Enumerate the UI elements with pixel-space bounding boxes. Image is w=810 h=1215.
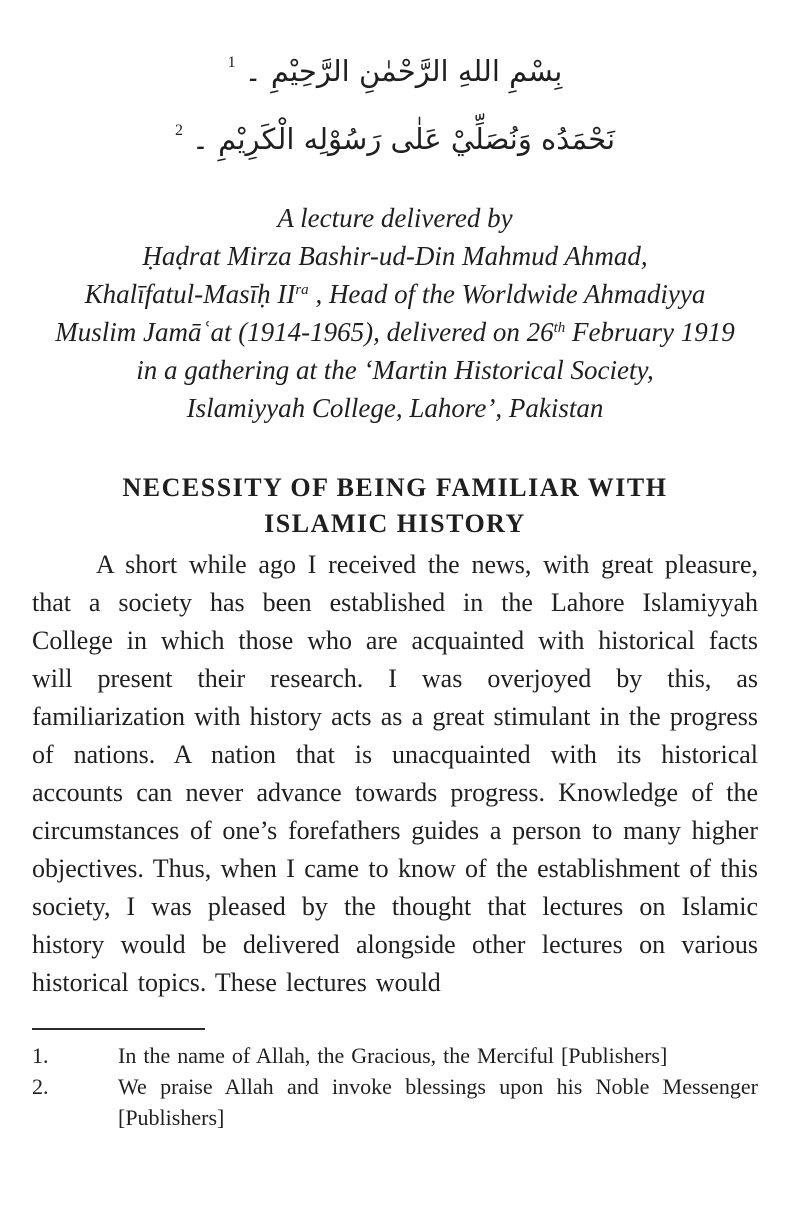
footnote-ref-1: 1 bbox=[227, 54, 236, 71]
bismillah-arabic-text-2: نَحْمَدُه وَنُصَلِّيْ عَلٰى رَسُوْلِه الْكَرِيْمِ ۔ bbox=[191, 122, 616, 156]
attribution-th-superscript: th bbox=[553, 320, 566, 336]
bismillah-line-2 bbox=[32, 108, 758, 176]
section-heading bbox=[32, 470, 758, 542]
section-heading-line-2: ISLAMIC HISTORY bbox=[264, 509, 526, 538]
footnote-text-1: In the name of Allah, the Gracious, the Merciful [Publishers] bbox=[118, 1043, 668, 1068]
attribution-line-3-post: , Head of the Worldwide Ahmadiyya bbox=[308, 279, 706, 309]
attribution-line-2: Ḥaḍrat Mirza Bashir-ud-Din Mahmud Ahmad, bbox=[142, 241, 648, 271]
lecture-attribution bbox=[32, 199, 758, 427]
footnote-divider bbox=[32, 1028, 205, 1030]
attribution-line-5: in a gathering at the ‘Martin Historical Society, bbox=[136, 355, 654, 385]
footnotes-section bbox=[32, 1040, 758, 1133]
footnote-text-2: We praise Allah and invoke blessings upon his Noble Messenger [Publishers] bbox=[118, 1074, 758, 1130]
footnote-number-2: 2. bbox=[32, 1074, 49, 1099]
footnote-item-2 bbox=[32, 1071, 758, 1133]
bismillah-line-1 bbox=[32, 40, 758, 108]
attribution-line-1: A lecture delivered by bbox=[277, 203, 513, 233]
footnote-number-1: 1. bbox=[32, 1043, 49, 1068]
attribution-line-4-pre: Muslim Jamāʿat (1914-1965), delivered on 26 bbox=[55, 317, 554, 347]
bismillah-arabic-text-1: بِسْمِ اللهِ الرَّحْمٰنِ الرَّحِيْمِ ۔ bbox=[244, 54, 563, 88]
body-paragraph: A short while ago I received the news, with great pleasure, that a society has been established in the Lahore Islamiyyah College in which those who are acquainted with historical facts will present their research. I was overjoyed by this, as familiarization with history acts as a great stimulant in the progress of nations. A nation that is unacquainted with its historical accounts can never advance towards progress. Knowledge of the circumstances of one’s forefathers guides a person to many higher objectives. Thus, when I came to know of the establishment of this society, I was pleased by the thought that lectures on Islamic history would be delivered alongside other lectures on various historical topics. These lectures would bbox=[32, 550, 758, 997]
attribution-line-4 bbox=[32, 313, 758, 351]
footnote-ref-2: 2 bbox=[174, 122, 183, 139]
attribution-line-3 bbox=[32, 275, 758, 313]
footnote-item-1 bbox=[32, 1040, 758, 1071]
bismillah-block bbox=[32, 40, 758, 176]
attribution-line-4-post: February 1919 bbox=[565, 317, 735, 347]
attribution-ra-superscript: ra bbox=[295, 282, 309, 298]
section-heading-line-1: NECESSITY OF BEING FAMILIAR WITH bbox=[122, 473, 668, 502]
attribution-line-6: Islamiyyah College, Lahore’, Pakistan bbox=[186, 393, 604, 423]
attribution-line-3-pre: Khalīfatul-Masīḥ II bbox=[84, 279, 296, 309]
